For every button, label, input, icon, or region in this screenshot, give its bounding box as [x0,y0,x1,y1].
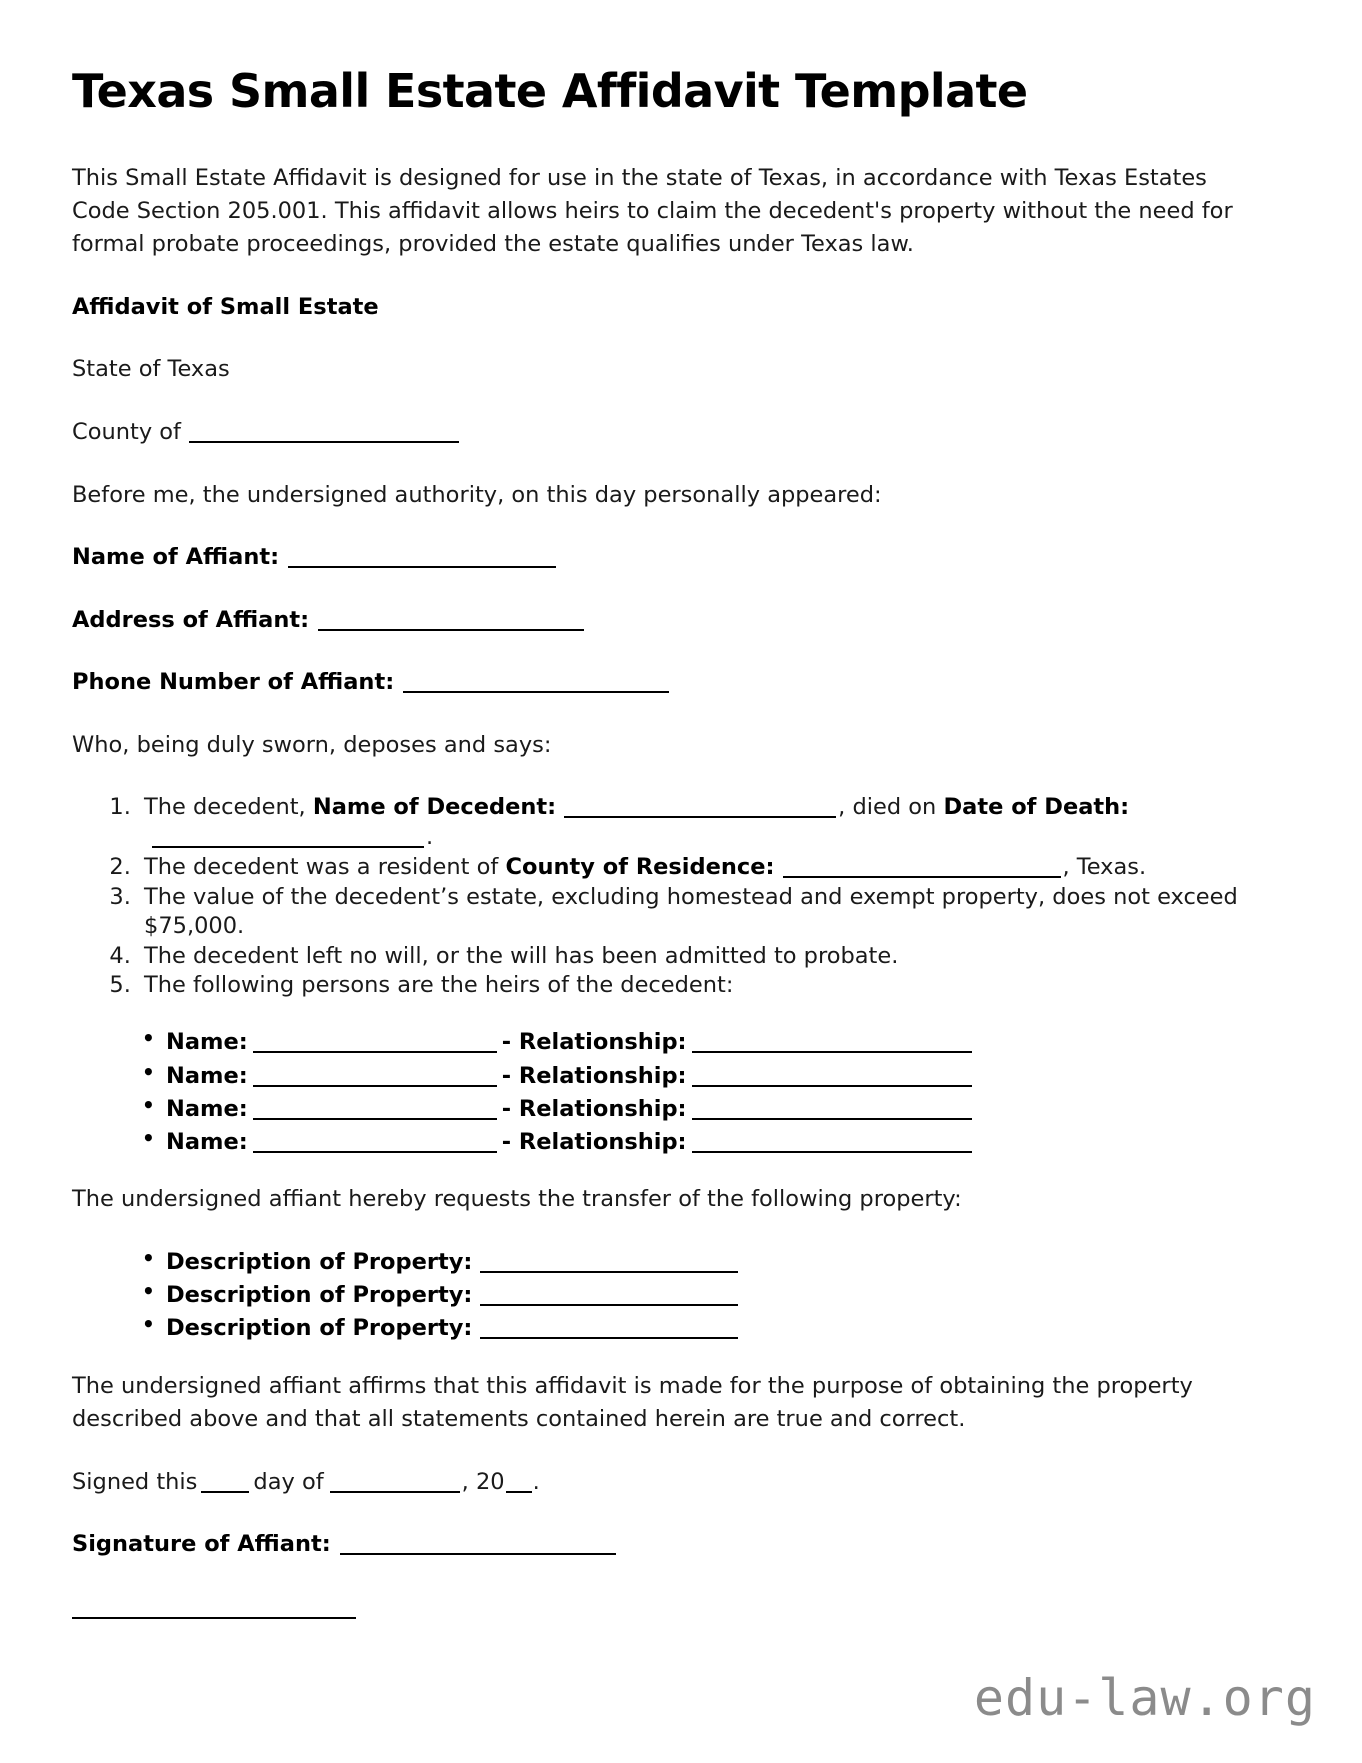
affiant-name-label: Name of Affiant: [72,544,280,571]
appearance-line: Before me, the undersigned authority, on this day personally appeared: [72,481,882,508]
signature-blank[interactable] [340,1529,616,1555]
item2-tail: , Texas. [1062,854,1147,881]
page-title: Texas Small Estate Affidavit Template [72,64,1028,118]
signed-year-blank[interactable] [506,1467,532,1493]
heir-separator: - [501,1095,512,1122]
date-of-death-label: Date of Death: [943,793,1130,820]
affiant-address-field [72,604,1290,637]
heirs-list [72,1026,1290,1157]
list-item [138,1126,1290,1157]
heir-name-blank[interactable] [253,1060,497,1087]
signed-prefix: Signed this [72,1468,198,1495]
statement-item-5: 5. The following persons are the heirs of the decedent: [138,971,1290,1000]
signed-day-blank[interactable] [201,1467,249,1493]
transfer-request-line: The undersigned affiant hereby requests the transfer of the following property: [72,1186,962,1213]
signed-middle: day of [253,1468,324,1495]
property-description-blank[interactable] [480,1279,738,1306]
document-content [72,66,1290,1619]
property-description-label: Description of Property: [166,1282,473,1309]
list-item [138,1279,1290,1310]
item1-mid: , died on [838,793,937,820]
heir-relationship-label: Relationship: [518,1129,687,1156]
list-item [138,1026,1290,1057]
signed-year-prefix: , 20 [461,1468,505,1495]
heir-relationship-label: Relationship: [518,1062,687,1089]
notary-signature-rule[interactable] [72,1617,356,1619]
list-item [138,1312,1290,1343]
heir-relationship-blank[interactable] [692,1126,972,1153]
heir-name-blank[interactable] [253,1093,497,1120]
county-label: County of [72,418,181,445]
affiant-phone-field [72,666,1290,699]
list-item [138,1093,1290,1124]
statement-item-1 [138,792,1290,852]
heir-relationship-label: Relationship: [518,1095,687,1122]
affirmation-paragraph: The undersigned affiant affirms that this affidavit is made for the purpose of obtaining the property described above and that all statements contained herein are true and correct. [72,1372,1193,1432]
property-list [72,1246,1290,1344]
signature-field [72,1528,1290,1561]
county-field [72,416,1290,449]
statement-item-3: 3. The value of the decedent’s estate, excluding homestead and exempt property, does not exceed $75,000. [138,883,1290,941]
state-line: State of Texas [72,356,230,383]
date-of-death-blank[interactable] [152,822,424,848]
decedent-name-blank[interactable] [564,792,836,818]
signature-label: Signature of Affiant: [72,1531,331,1558]
sworn-line: Who, being duly sworn, deposes and says: [72,732,552,759]
heir-relationship-label: Relationship: [518,1029,687,1056]
heir-name-label: Name: [166,1029,248,1056]
item1-lead: The decedent, [144,793,306,820]
property-description-label: Description of Property: [166,1248,473,1275]
heir-name-blank[interactable] [253,1026,497,1053]
affiant-address-label: Address of Affiant: [72,606,310,633]
heir-name-label: Name: [166,1129,248,1156]
statement-item-4: 4. The decedent left no will, or the will has been admitted to probate. [138,942,1290,971]
watermark: edu-law.org [973,1669,1316,1727]
decedent-name-label: Name of Decedent: [312,793,557,820]
affiant-name-blank[interactable] [288,542,556,568]
property-description-label: Description of Property: [166,1315,473,1342]
property-description-blank[interactable] [480,1312,738,1339]
list-item [138,1246,1290,1277]
item2-lead: The decedent was a resident of [144,854,499,881]
signed-suffix: . [532,1468,540,1495]
signed-month-blank[interactable] [330,1467,460,1493]
heir-name-blank[interactable] [253,1126,497,1153]
affiant-phone-label: Phone Number of Affiant: [72,669,395,696]
affiant-phone-blank[interactable] [403,667,669,693]
heir-separator: - [501,1062,512,1089]
list-item [138,1060,1290,1091]
heir-separator: - [501,1029,512,1056]
county-of-residence-blank[interactable] [783,852,1061,878]
item1-tail: . [426,823,434,850]
county-of-residence-label: County of Residence: [505,854,775,881]
signed-date-line [72,1466,1290,1499]
heir-relationship-blank[interactable] [692,1026,972,1053]
statement-item-2 [138,852,1290,882]
county-blank[interactable] [189,417,459,443]
heir-name-label: Name: [166,1095,248,1122]
sworn-statements-list [72,792,1290,1001]
intro-paragraph: This Small Estate Affidavit is designed for use in the state of Texas, in accordance with Texas Estates Code Section 205.001. This affidavit allows heirs to claim the decedent's property without the need for formal probate proceedings, provided the estate qualifies under Texas law. [72,164,1233,257]
section-heading: Affidavit of Small Estate [72,293,379,320]
heir-separator: - [501,1129,512,1156]
heir-relationship-blank[interactable] [692,1093,972,1120]
heir-name-label: Name: [166,1062,248,1089]
property-description-blank[interactable] [480,1246,738,1273]
affiant-address-blank[interactable] [318,605,584,631]
affiant-name-field [72,541,1290,574]
heir-relationship-blank[interactable] [692,1060,972,1087]
